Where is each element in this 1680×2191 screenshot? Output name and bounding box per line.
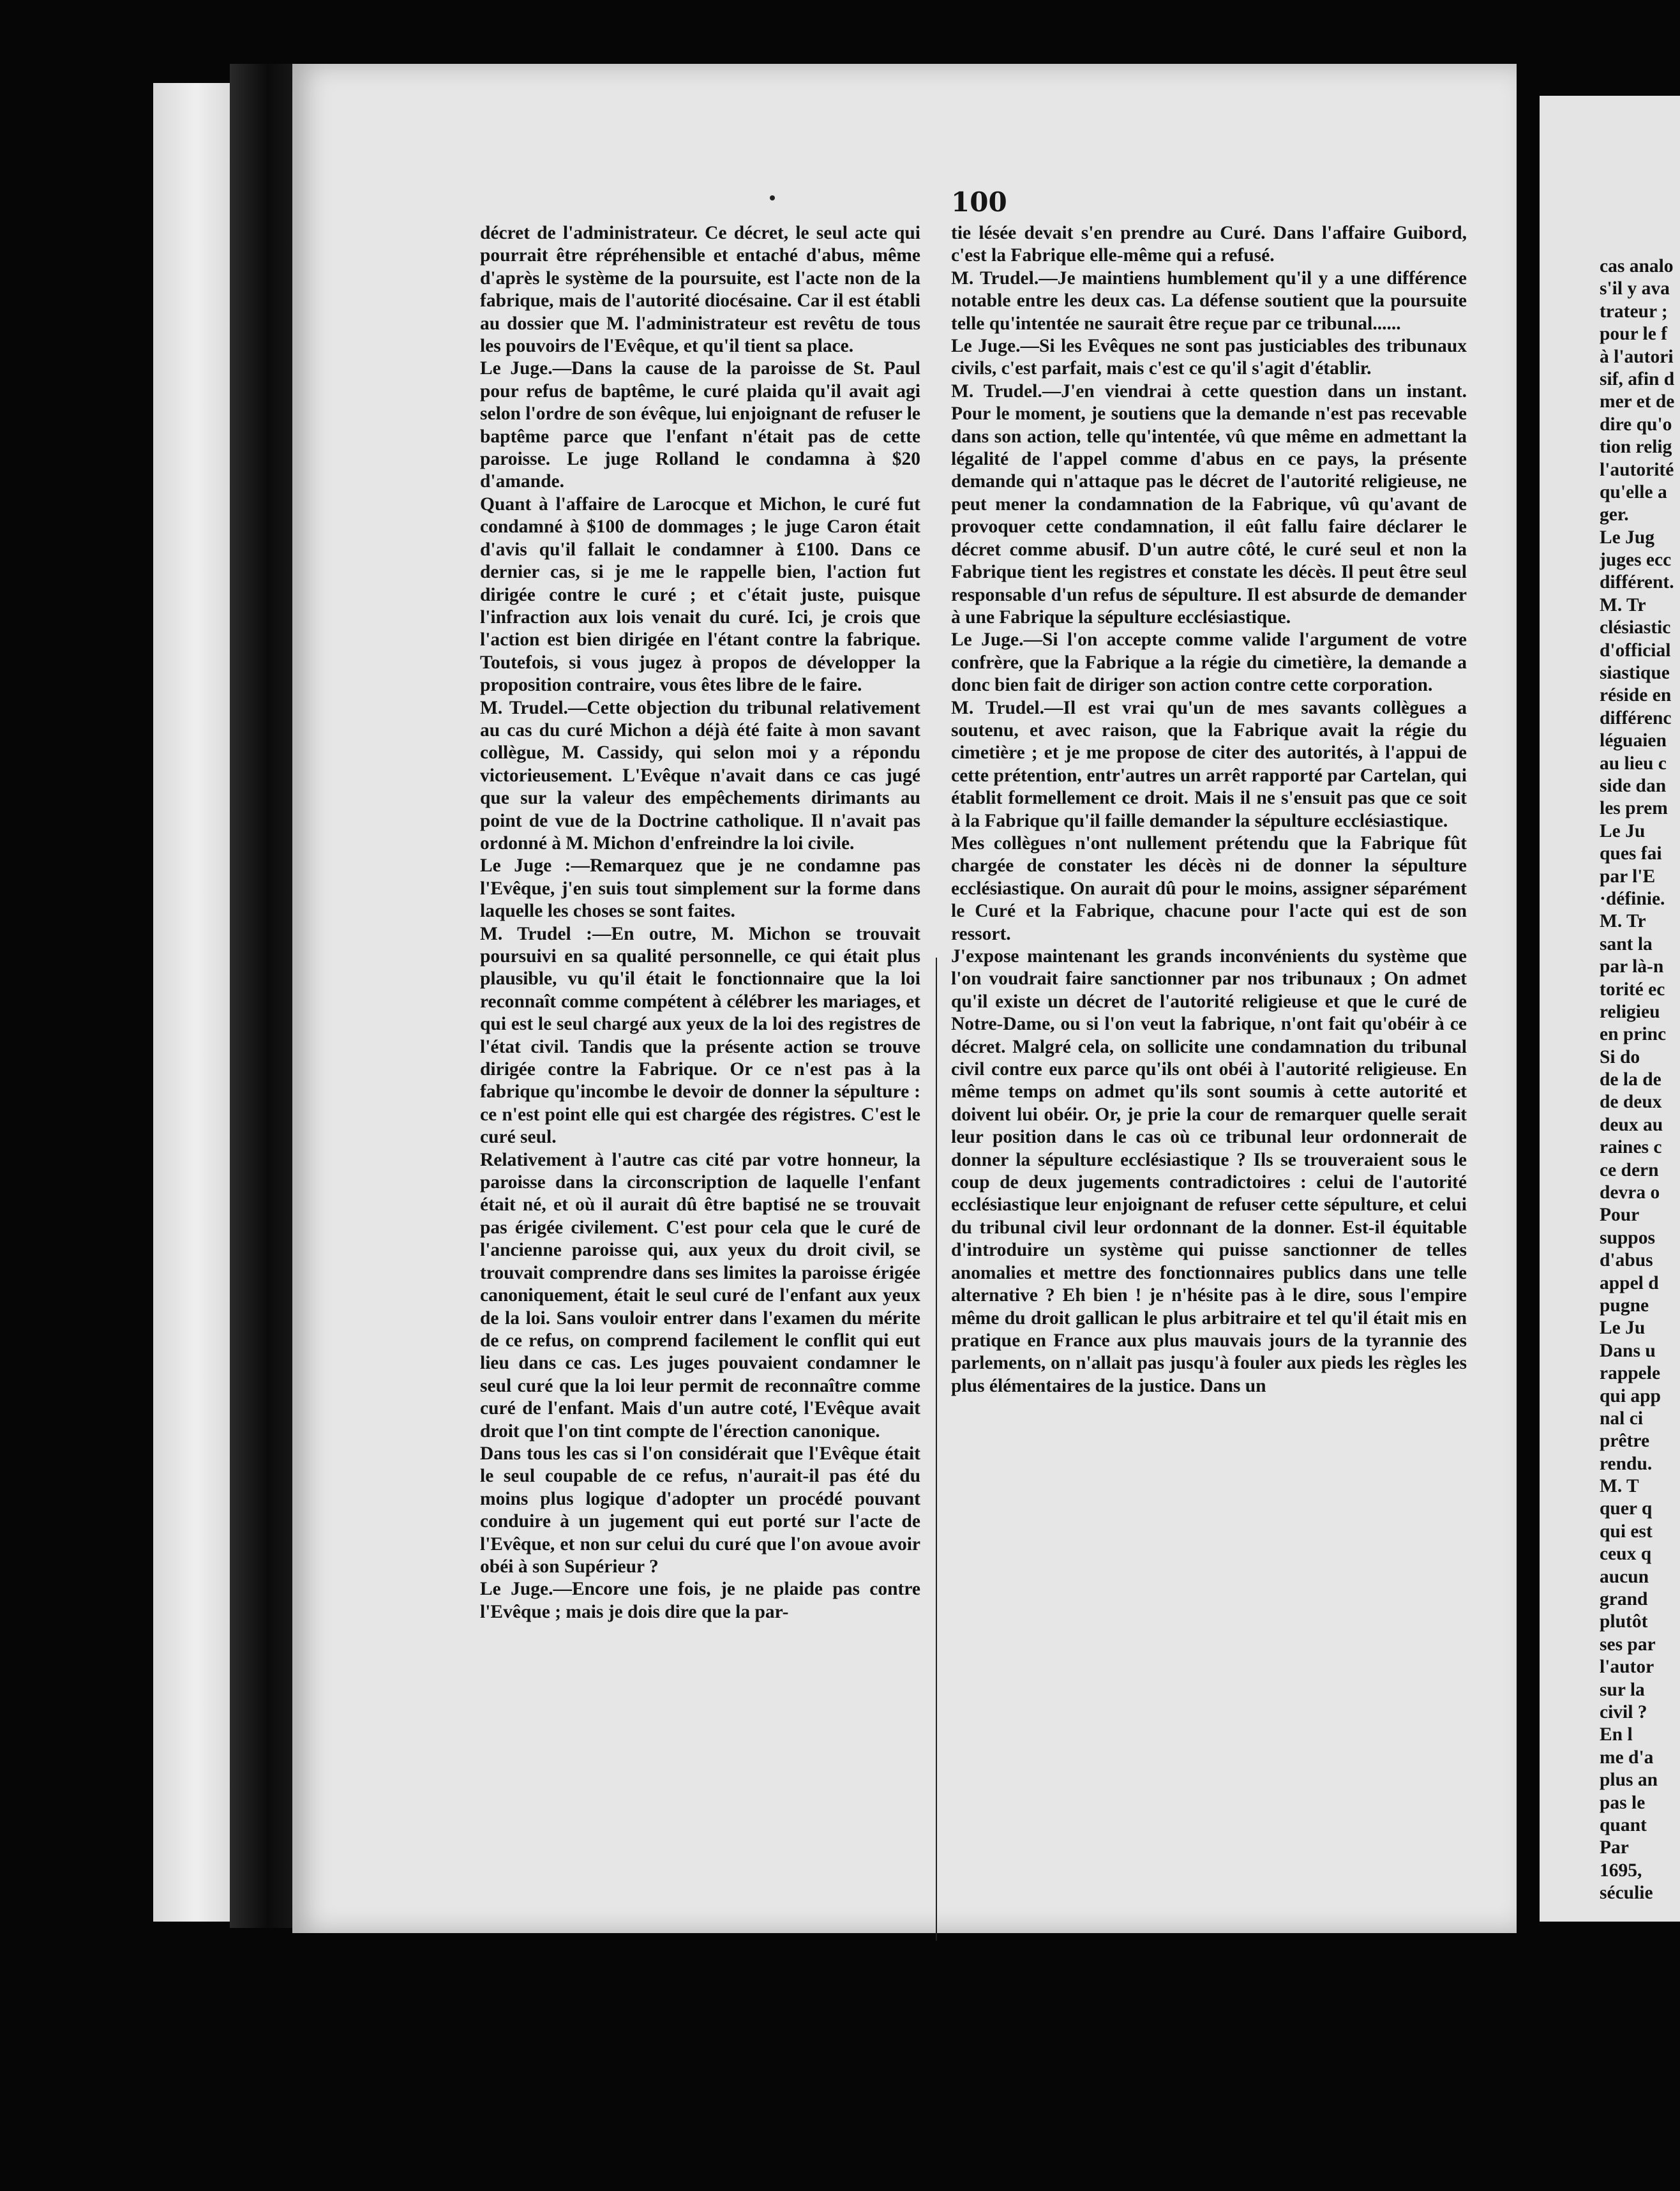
paragraph: M. Trudel.—Cette objection du tribunal relativement au cas du curé Michon a déjà été faite à mon savant collègue, M. Cassidy, qui selon moi y a répondu victorieusement. L'Evêque n'avait dans ce cas jugé que sur la valeur des empêchements dirimants au point de vue de la Doctrine catholique. Il n'avait pas ordonné à M. Michon d'enfreindre la loi civile. (480, 697, 920, 854)
edge-line: clésiastic (1600, 617, 1671, 638)
paragraph: J'expose maintenant les grands inconvénients du système que l'on voudrait faire sanctionner par nos tribunaux ; On admet qu'il existe un décret de l'autorité religieuse et que le curé de Notre-Dame, ou si l'on veut la fabrique, n'ont fait qu'obéir à ce décret. Malgré cela, on sollicite une condamnation du tribunal civil contre eux parce qu'ils ont obéi à l'autorité religieuse. En même temps on admet qu'ils sont soumis à cette autorité et doivent lui obéir. Or, je prie la cour de remarquer quelle serait leur position dans le cas où ce tribunal leur ordonnerait de donner la sépulture ecclésiastique ? Ils se trouveraient sous le coup de deux jugements contradictoires : celui de l'autorité ecclésiastique leur enjoignant de refuser cette sépulture, et celui du tribunal civil leur ordonnant de la donner. Est-il équitable d'introduire un système qui puisse sanctionner de telles anomalies et mettre des fonctionnaires publics dans une telle alternative ? Eh bien ! je n'hésite pas à le dire, sous l'empire même du droit gallican le plus arbitraire et tel qu'il était mis en pratique en France aux plus mauvais jours de la tyrannie des parlements, on n'allait pas jusqu'à fouler aux pieds les règles les plus élémentaires de la justice. Dans un (951, 946, 1467, 1396)
paragraph: tie lésée devait s'en prendre au Curé. Dans l'affaire Guibord, c'est la Fabrique elle-même qui a refusé. (951, 223, 1467, 266)
edge-line: M. T (1600, 1476, 1639, 1497)
paragraph: Le Juge.—Si l'on accepte comme valide l'argument de votre confrère, que la Fabrique a la régie du cimetière, la demande a donc bien fait de diriger son action contre cette corporation. (951, 629, 1467, 696)
edge-line: tion relig (1600, 437, 1672, 458)
paragraph: Le Juge.—Dans la cause de la paroisse de St. Paul pour refus de baptême, le curé plaida qu'il avait agi selon l'ordre de son évêque, lui enjoignant de refuser le baptême parce que l'enfant n'était pas de cette paroisse. Le juge Rolland le condamna à $20 d'amande. (480, 358, 920, 492)
edge-line: siastique (1600, 663, 1670, 684)
edge-line: sant la (1600, 933, 1653, 954)
edge-line: s'il y ava (1600, 278, 1670, 299)
paragraph: M. Trudel.—Je maintiens humblement qu'il y a une différence notable entre les deux cas. La défense soutient que la poursuite telle qu'intentée ne saurait être reçue par ce tribunal...... (951, 267, 1467, 334)
edge-line: les prem (1600, 798, 1668, 819)
edge-line: pas le (1600, 1792, 1646, 1813)
edge-line: Le Jug (1600, 527, 1655, 548)
print-dot (770, 195, 775, 200)
edge-line: de deux (1600, 1092, 1662, 1113)
column-rule (936, 958, 937, 1941)
edge-line: pugne (1600, 1295, 1649, 1316)
edge-line: séculie (1600, 1883, 1653, 1904)
edge-line: l'autorité (1600, 459, 1674, 480)
text-column-edge-right-page (1600, 255, 1676, 1905)
edge-line: Le Ju (1600, 1318, 1646, 1339)
paragraph: Le Juge.—Encore une fois, je ne plaide pas contre l'Evêque ; mais je dois dire que la par- (480, 1579, 920, 1622)
edge-line: religieu (1600, 1001, 1660, 1022)
edge-line: dire qu'o (1600, 414, 1672, 435)
edge-line: léguaien (1600, 730, 1667, 751)
text-column-right (951, 222, 1467, 1397)
edge-line: de la de (1600, 1069, 1661, 1090)
edge-line: par là-n (1600, 956, 1664, 977)
edge-line: Pour (1600, 1205, 1640, 1226)
edge-line: deux au (1600, 1114, 1663, 1135)
paragraph: M. Trudel.—J'en viendrai à cette question dans un instant. Pour le moment, je soutiens que la demande n'est pas recevable dans son action, telle qu'intentée, vû que même en admettant la légalité de l'appel comme d'abus en ce pays, la présente demande qui n'attaque pas le décret de l'autorité religieuse, ne peut mener la condamnation de la Fabrique, vû qu'avant de provoquer cette condamnation, il eût fallu faire déclarer le décret comme abusif. D'un autre côté, le curé seul et non la Fabrique tient les registres et constate les décès. Il peut être seul responsable d'un refus de sépulture. Il est absurde de demander à une Fabrique la sépulture ecclésiastique. (951, 380, 1467, 628)
edge-line: raines c (1600, 1137, 1662, 1158)
edge-line: ce dern (1600, 1159, 1659, 1180)
paragraph: Dans tous les cas si l'on considérait que l'Evêque était le seul coupable de ce refus, n'aurait-il pas été du moins plus logique d'adopter un procédé pouvant conduire à un jugement qui eut porté sur l'acte de l'Evêque, et non sur celui du curé que l'on avoue avoir obéi à son Supérieur ? (480, 1443, 920, 1577)
edge-line: cas analo (1600, 256, 1674, 276)
paragraph: M. Trudel :—En outre, M. Michon se trouvait poursuivi en sa qualité personnelle, ce qui était plus plausible, vu qu'il était le fonctionnaire que la loi reconnaît comme compétent à célébrer les mariages, et qui est le seul chargé aux yeux de la loi des registres de l'état civil. Tandis que la présente action se trouve dirigée contre la Fabrique. Or ce n'est pas à la fabrique qu'incombe le devoir de donner la sépulture : ce n'est point elle qui est chargée des régistres. C'est le curé seul. (480, 923, 920, 1148)
edge-line: à l'autori (1600, 346, 1674, 367)
edge-line: plutôt (1600, 1611, 1648, 1632)
edge-line: rendu. (1600, 1453, 1653, 1474)
edge-line: Le Ju (1600, 820, 1646, 841)
edge-line: par l'E (1600, 866, 1656, 887)
edge-line: pour le f (1600, 324, 1667, 345)
edge-line: torité ec (1600, 979, 1665, 1000)
edge-line: prêtre (1600, 1431, 1650, 1452)
edge-line: side dan (1600, 775, 1667, 796)
edge-line: ses par (1600, 1634, 1656, 1655)
text-column-left (480, 222, 920, 1623)
edge-line: quant (1600, 1814, 1647, 1835)
edge-line: plus an (1600, 1770, 1658, 1791)
edge-line: 1695, (1600, 1860, 1642, 1881)
paragraph: Le Juge :—Remarquez que je ne condamne pas l'Evêque, j'en suis tout simplement sur la forme dans laquelle les choses se sont faites. (480, 855, 920, 922)
edge-line: Par (1600, 1837, 1629, 1858)
edge-line: suppos (1600, 1227, 1655, 1248)
paragraph: M. Trudel.—Il est vrai qu'un de mes savants collègues a soutenu, et avec raison, que la Fabrique avait la régie du cimetière ; et je me propose de citer des autorités, à l'appui de cette prétention, entr'autres un arrêt rapporté par Cartelan, qui établit formellement ce droit. Mais il ne s'ensuit pas que ce soit à la Fabrique qu'il faille demander la sépulture ecclésiastique. (951, 697, 1467, 831)
edge-line: au lieu c (1600, 753, 1667, 774)
edge-line: me d'a (1600, 1747, 1654, 1768)
page-number: 100 (951, 186, 1007, 218)
edge-line: En l (1600, 1724, 1633, 1745)
edge-line: réside en (1600, 685, 1672, 706)
edge-line: d'abus (1600, 1250, 1653, 1271)
edge-line: grand (1600, 1589, 1648, 1610)
edge-line: d'official (1600, 640, 1671, 661)
paragraph: décret de l'administrateur. Ce décret, le seul acte qui pourrait être répréhensible et entaché d'abus, même d'après le système de la poursuite, est l'acte non de la fabrique, mais de l'autorité diocésaine. Car il est établi au dossier que M. l'administrateur est revêtu de tous les pouvoirs de l'Evêque, et qu'il tient sa place. (480, 223, 920, 357)
edge-line: quer q (1600, 1498, 1653, 1519)
paragraph: Mes collègues n'ont nullement prétendu que la Fabrique fût chargée de constater les décès ni de donner la sépulture ecclésiastique. On aurait dû pour le moins, assigner séparément le Curé et la Fabrique, chacune pour l'acte qui est de son ressort. (951, 832, 1467, 944)
edge-line: sur la (1600, 1679, 1645, 1700)
paragraph: Quant à l'affaire de Larocque et Michon, le curé fut condamné à $100 de dommages ; le juge Caron était d'avis qu'il fallait le condamner à £100. Dans ce dernier cas, si je me le rappelle bien, l'action fut dirigée contre le curé ; et c'était juste, puisque l'infraction aux lois venait du curé. Ici, je crois que l'action est bien dirigée en l'étant contre la fabrique. Toutefois, si vous jugez à propos de développer la proposition contraire, vous êtes libre de le faire. (480, 493, 920, 696)
edge-line: différenc (1600, 707, 1672, 728)
edge-line: trateur ; (1600, 301, 1668, 322)
paragraph: Le Juge.—Si les Evêques ne sont pas justiciables des tribunaux civils, c'est parfait, mais c'est ce qu'il s'agit d'établir. (951, 336, 1467, 379)
edge-line: mer et de (1600, 391, 1675, 412)
edge-line: Dans u (1600, 1340, 1656, 1361)
edge-line: aucun (1600, 1566, 1649, 1587)
edge-line: qu'elle a (1600, 481, 1667, 502)
edge-line: qui est (1600, 1521, 1653, 1542)
edge-line: ques fai (1600, 843, 1662, 864)
edge-line: sif, afin d (1600, 368, 1675, 389)
edge-line: civil ? (1600, 1702, 1647, 1722)
edge-line: appel d (1600, 1272, 1659, 1293)
edge-line: Si do (1600, 1046, 1640, 1067)
edge-line: en princ (1600, 1024, 1667, 1045)
edge-line: ·définie. (1600, 888, 1665, 909)
edge-line: rappele (1600, 1363, 1661, 1384)
edge-line: M. Tr (1600, 911, 1646, 932)
edge-line: M. Tr (1600, 594, 1646, 615)
edge-line: qui app (1600, 1385, 1661, 1406)
edge-line: ceux q (1600, 1544, 1652, 1565)
edge-line: ger. (1600, 504, 1629, 525)
edge-line: devra o (1600, 1182, 1660, 1203)
paragraph: Relativement à l'autre cas cité par votre honneur, la paroisse dans la circonscription de laquelle l'enfant était né, et où il aurait dû être baptisé ne se trouvait pas érigée civilement. C'est pour cela que le curé de l'ancienne paroisse qui, aux yeux du droit civil, se trouvait comprendre dans ses limites la paroisse érigée canoniquement, était le seul curé de l'enfant aux yeux de la loi. Sans vouloir entrer dans l'examen du mérite de ce refus, on comprend facilement le conflit qui eut lieu dans ce cas. Les juges pouvaient condamner le seul curé que la loi leur permit de reconnaître comme curé de l'enfant. Mais d'un autre coté, l'Evêque avait droit que l'on tint compte de l'érection canonique. (480, 1149, 920, 1442)
edge-line: juges ecc (1600, 550, 1672, 571)
edge-line: différent. (1600, 572, 1674, 593)
edge-line: nal ci (1600, 1408, 1644, 1429)
edge-line: l'autor (1600, 1657, 1654, 1678)
